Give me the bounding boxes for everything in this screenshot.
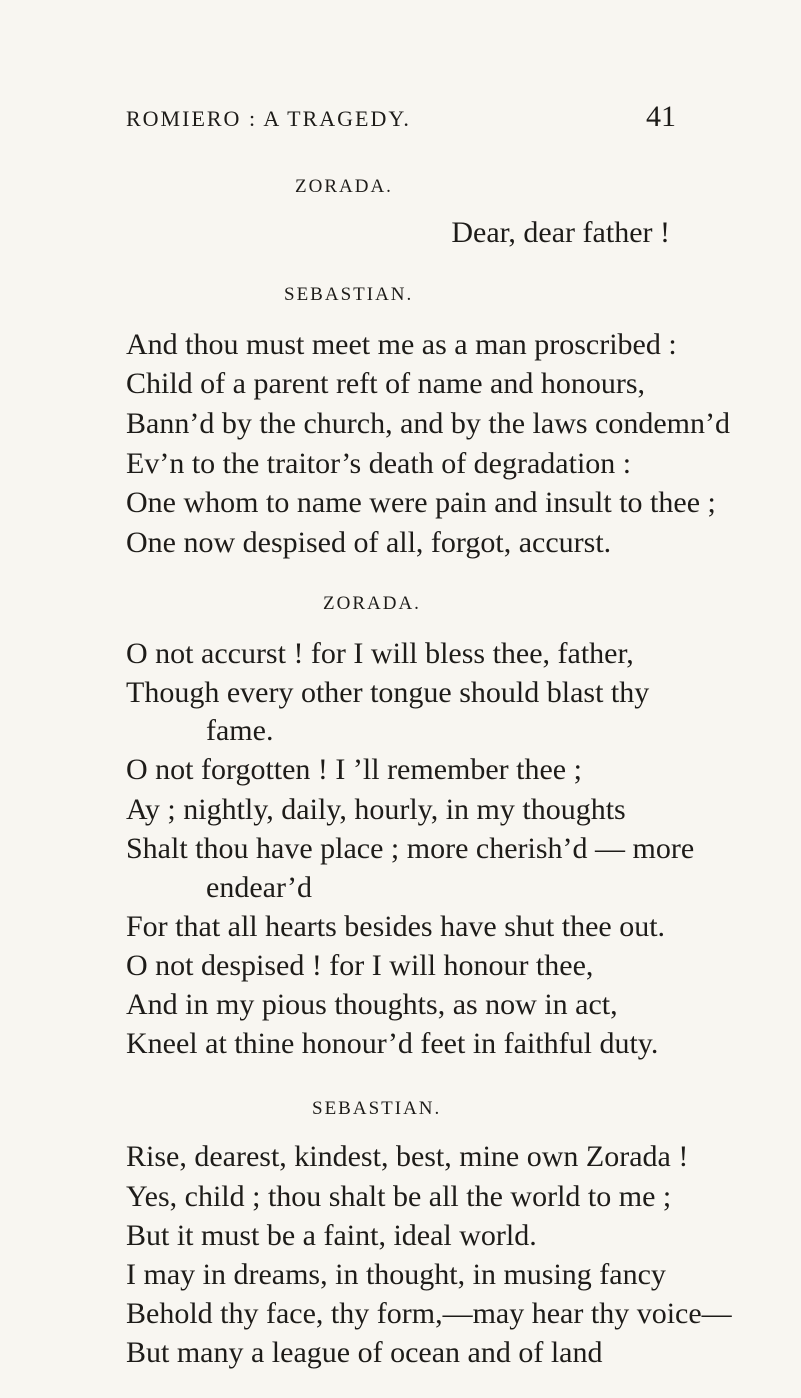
verse-line: I may in dreams, in thought, in musing fancy (126, 1258, 666, 1291)
verse-line: endear’d (206, 871, 313, 904)
verse-line: O not forgotten ! I ’ll remember thee ; (126, 753, 582, 786)
verse-line: And thou must meet me as a man proscribed : (126, 328, 677, 361)
verse-line: Bann’d by the church, and by the laws condemn’d (126, 407, 730, 440)
speaker-name: SEBASTIAN. (312, 1098, 442, 1119)
verse-line: O not accurst ! for I will bless thee, father, (126, 637, 634, 670)
speaker-name: ZORADA. (323, 593, 421, 614)
verse-line: Child of a parent reft of name and honours, (126, 367, 646, 400)
verse-line: Ay ; nightly, daily, hourly, in my thoughts (126, 793, 626, 826)
verse-line: Dear, dear father ! (451, 216, 670, 249)
verse-line: Kneel at thine honour’d feet in faithful duty. (126, 1027, 659, 1060)
verse-line: But it must be a faint, ideal world. (126, 1219, 537, 1252)
verse-line: Rise, dearest, kindest, best, mine own Zorada ! (126, 1140, 689, 1173)
verse-line: Shalt thou have place ; more cherish’d — more (126, 832, 695, 865)
verse-line: Behold thy face, thy form,—may hear thy voice— (126, 1297, 732, 1330)
verse-line: And in my pious thoughts, as now in act, (126, 988, 618, 1021)
verse-line: But many a league of ocean and of land (126, 1336, 603, 1369)
verse-line: Though every other tongue should blast thy (126, 676, 650, 709)
verse-line: O not despised ! for I will honour thee, (126, 949, 594, 982)
verse-line: One now despised of all, forgot, accurst. (126, 526, 612, 559)
verse-line: fame. (206, 714, 274, 747)
verse-line: Ev’n to the traitor’s death of degradation : (126, 447, 632, 480)
verse-line: For that all hearts besides have shut thee out. (126, 910, 666, 943)
verse-line: One whom to name were pain and insult to thee ; (126, 486, 716, 519)
speaker-name: ZORADA. (295, 176, 393, 197)
speaker-name: SEBASTIAN. (284, 284, 414, 305)
page-number: 41 (646, 100, 676, 133)
running-head (126, 98, 676, 138)
verse-line: Yes, child ; thou shalt be all the world to me ; (126, 1180, 672, 1213)
running-title: ROMIERO : A TRAGEDY. (126, 106, 411, 131)
